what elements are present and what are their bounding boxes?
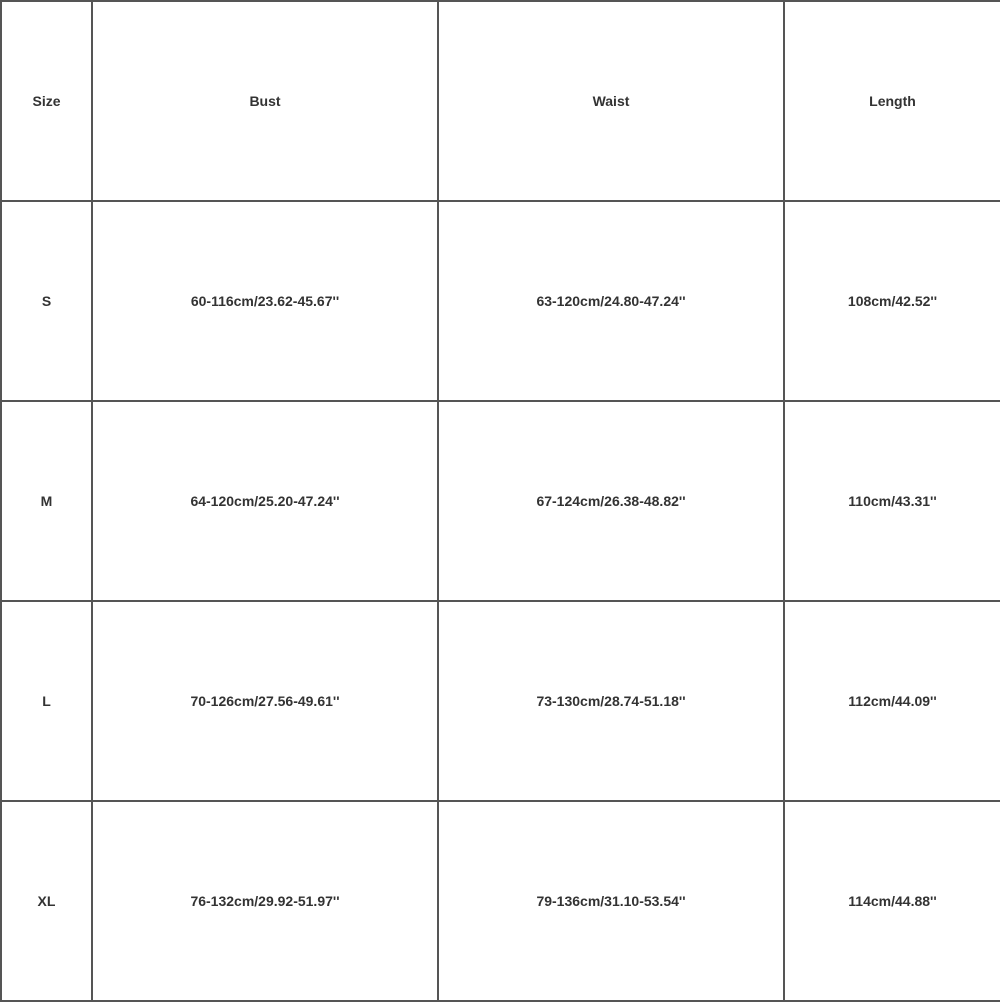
header-row (1, 1, 1000, 201)
bust-cell: 60-116cm/23.62-45.67'' (92, 201, 438, 401)
size-cell: S (1, 201, 92, 401)
table-row (1, 201, 1000, 401)
waist-cell: 79-136cm/31.10-53.54'' (438, 801, 784, 1001)
bust-cell: 70-126cm/27.56-49.61'' (92, 601, 438, 801)
bust-cell: 76-132cm/29.92-51.97'' (92, 801, 438, 1001)
length-cell: 110cm/43.31'' (784, 401, 1000, 601)
table-row (1, 601, 1000, 801)
waist-cell: 67-124cm/26.38-48.82'' (438, 401, 784, 601)
table-row (1, 401, 1000, 601)
waist-cell: 63-120cm/24.80-47.24'' (438, 201, 784, 401)
header-bust: Bust (92, 1, 438, 201)
length-cell: 112cm/44.09'' (784, 601, 1000, 801)
size-cell: M (1, 401, 92, 601)
length-cell: 114cm/44.88'' (784, 801, 1000, 1001)
bust-cell: 64-120cm/25.20-47.24'' (92, 401, 438, 601)
length-cell: 108cm/42.52'' (784, 201, 1000, 401)
waist-cell: 73-130cm/28.74-51.18'' (438, 601, 784, 801)
table-row (1, 801, 1000, 1001)
header-length: Length (784, 1, 1000, 201)
header-waist: Waist (438, 1, 784, 201)
size-cell: L (1, 601, 92, 801)
header-size: Size (1, 1, 92, 201)
size-cell: XL (1, 801, 92, 1001)
